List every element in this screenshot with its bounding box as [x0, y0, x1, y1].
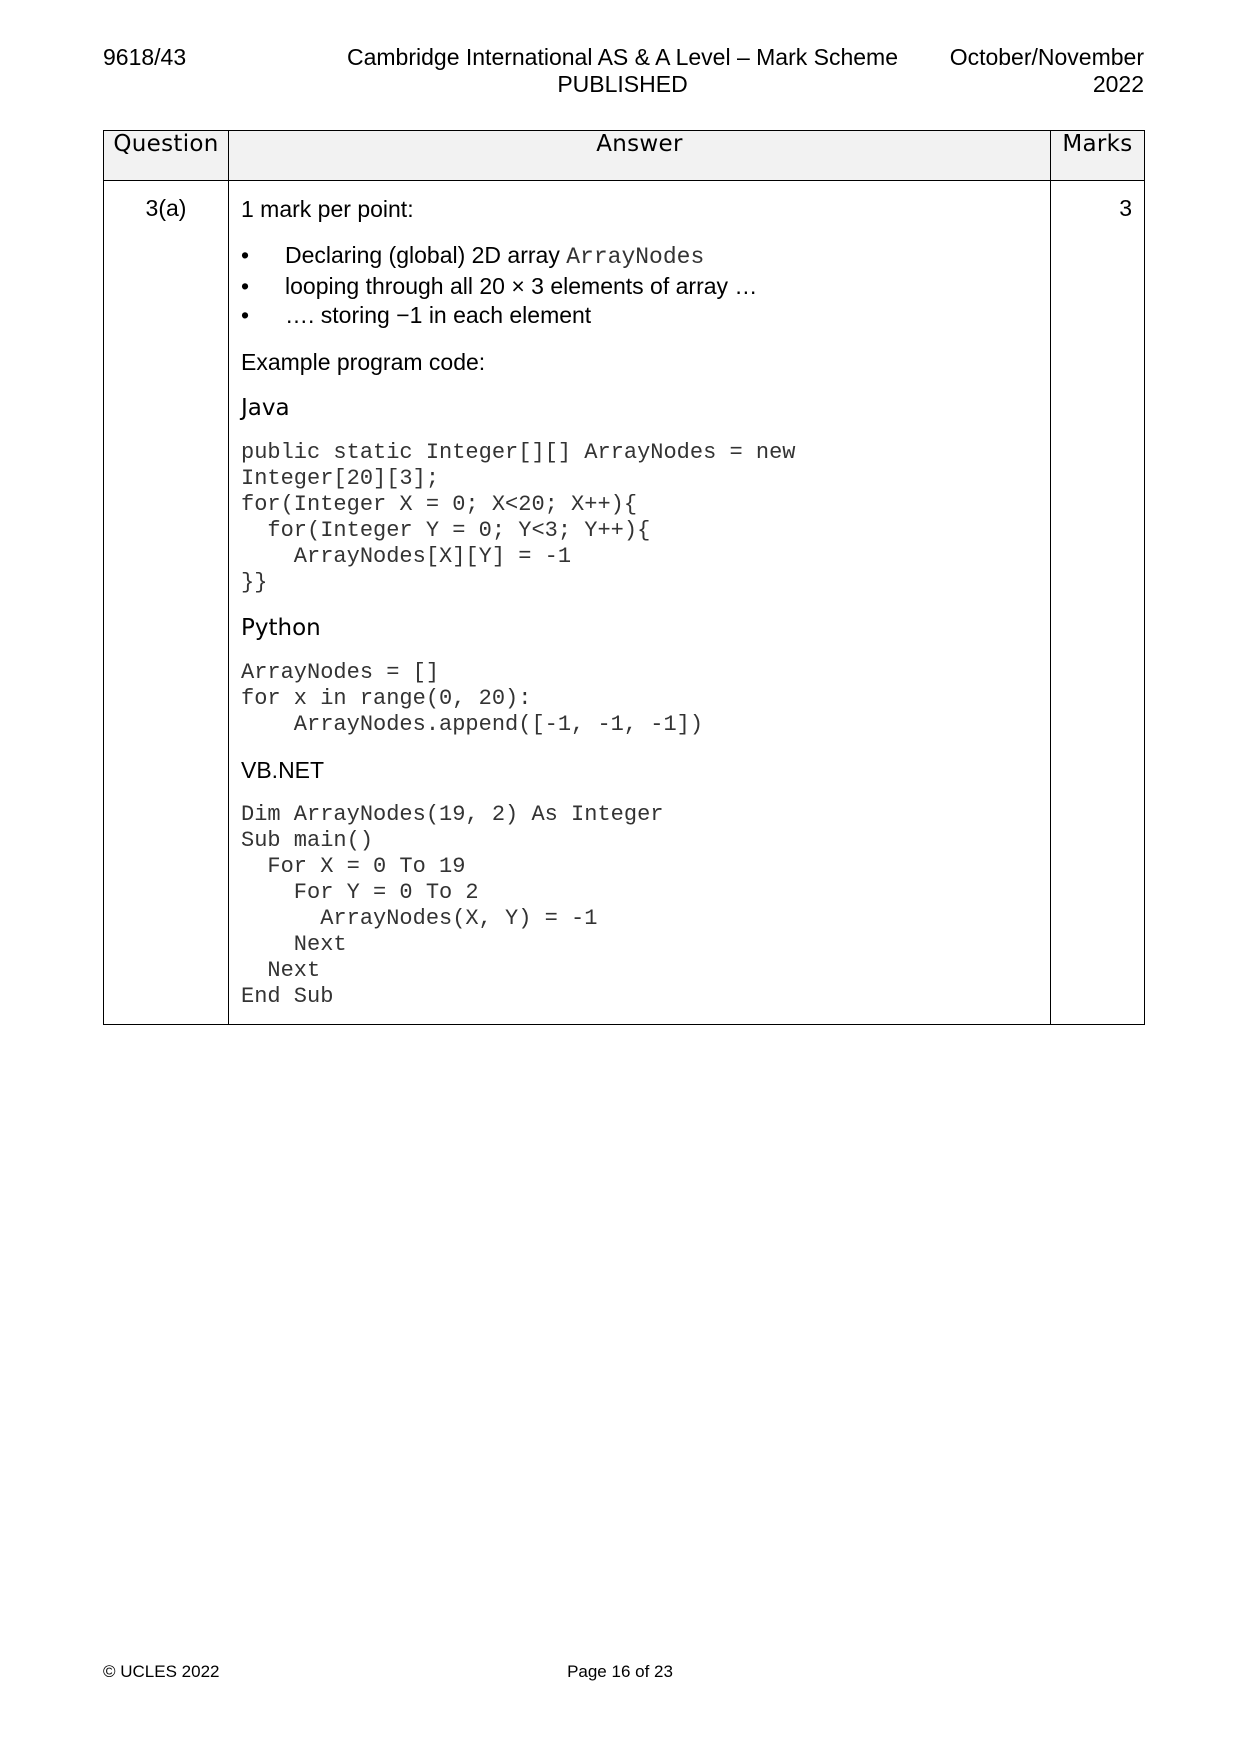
- mark-point-text: …. storing −1 in each element: [285, 302, 592, 328]
- table-row: [104, 181, 1145, 1025]
- python-label: Python: [241, 615, 321, 641]
- mark-point-code: ArrayNodes: [566, 244, 705, 270]
- mark-point: [241, 301, 1040, 330]
- java-code-block: public static Integer[][] ArrayNodes = new Integer[20][3]; for(Integer X = 0; X<20; X++){ for(Integer Y = 0; Y<3; Y++){ ArrayNodes[X][Y] = -1 }}: [241, 440, 796, 595]
- copyright: © UCLES 2022: [103, 1662, 220, 1681]
- header-question: Question: [104, 131, 229, 181]
- vbnet-label: VB.NET: [241, 757, 325, 783]
- table-header-row: [104, 131, 1145, 181]
- mark-point: [241, 241, 1040, 272]
- document-title: [330, 44, 915, 98]
- java-label: Java: [241, 395, 290, 421]
- mark-points-list: [241, 241, 1040, 330]
- python-code-block: ArrayNodes = [] for x in range(0, 20): ArrayNodes.append([-1, -1, -1]): [241, 660, 704, 737]
- bullet-icon: •: [241, 242, 250, 268]
- mark-point: [241, 272, 1040, 301]
- paper-code: 9618/43: [103, 44, 187, 70]
- mark-point-text: looping through all 20 × 3 elements of array …: [285, 273, 758, 299]
- bullet-icon: •: [241, 273, 250, 299]
- document-title-line1: Cambridge International AS & A Level – Mark Scheme: [346, 44, 899, 70]
- bullet-icon: •: [241, 302, 250, 328]
- document-title-line2: PUBLISHED: [557, 71, 688, 97]
- marks-value: 3: [1051, 181, 1145, 1025]
- exam-session-line2: 2022: [1092, 71, 1144, 97]
- example-label: Example program code:: [241, 349, 486, 375]
- exam-session-line1: October/November: [949, 44, 1144, 70]
- vbnet-code-block: Dim ArrayNodes(19, 2) As Integer Sub main() For X = 0 To 19 For Y = 0 To 2 ArrayNodes(X, Y) = -1 Next Next End Sub: [241, 802, 664, 1009]
- question-number: 3(a): [104, 181, 229, 1025]
- header-marks: Marks: [1051, 131, 1145, 181]
- exam-session: [950, 44, 1144, 98]
- answer-cell: [229, 181, 1051, 1025]
- mark-point-text: Declaring (global) 2D array: [285, 242, 567, 268]
- mark-scheme-table: [103, 130, 1145, 1025]
- answer-intro: 1 mark per point:: [241, 196, 414, 222]
- page-number: Page 16 of 23: [567, 1662, 673, 1681]
- header-answer: Answer: [229, 131, 1051, 181]
